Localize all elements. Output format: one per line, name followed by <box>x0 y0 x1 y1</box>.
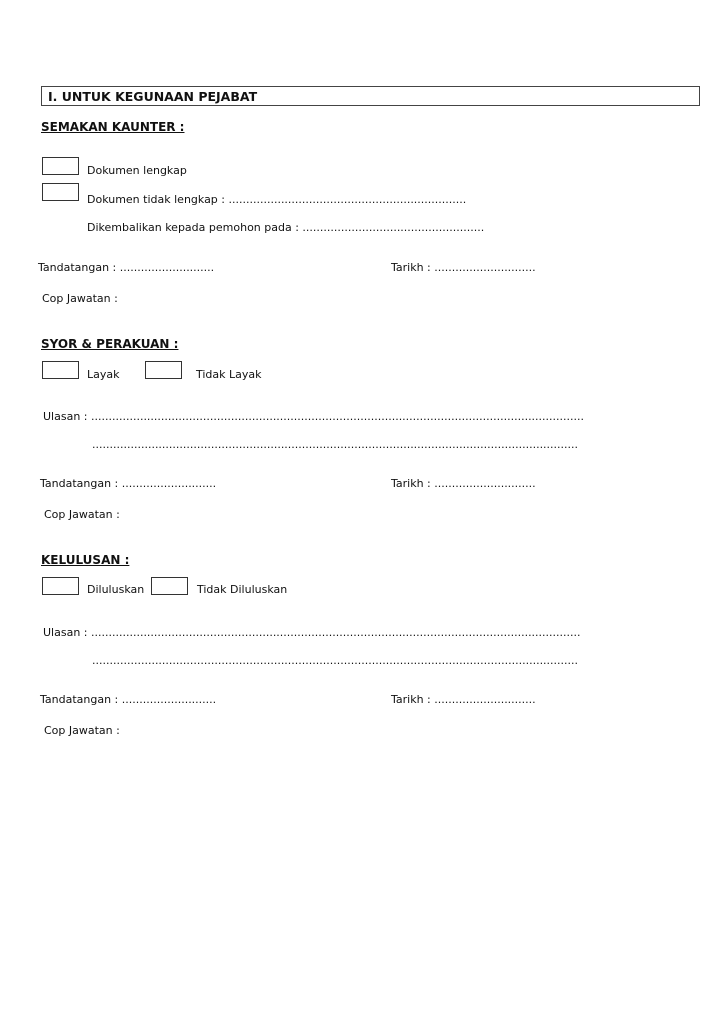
semakan-tandatangan-field[interactable]: Tandatangan : ........................... <box>38 261 215 274</box>
layak-label: Layak <box>87 368 120 381</box>
tidak-diluluskan-checkbox[interactable] <box>151 577 188 595</box>
dokumen-tidak-lengkap-field[interactable]: Dokumen tidak lengkap : .................................................................... <box>87 193 467 206</box>
syor-cop-jawatan-label: Cop Jawatan : <box>44 508 120 521</box>
layak-checkbox[interactable] <box>42 361 79 379</box>
tidak-layak-label: Tidak Layak <box>196 368 262 381</box>
kelulusan-tarikh-field[interactable]: Tarikh : ............................. <box>391 693 536 706</box>
kelulusan-tandatangan-field[interactable]: Tandatangan : ........................... <box>40 693 217 706</box>
kelulusan-cop-jawatan-label: Cop Jawatan : <box>44 724 120 737</box>
dokumen-lengkap-label: Dokumen lengkap <box>87 164 187 177</box>
diluluskan-checkbox[interactable] <box>42 577 79 595</box>
semakan-heading: SEMAKAN KAUNTER : <box>41 120 185 134</box>
diluluskan-label: Diluluskan <box>87 583 145 596</box>
syor-tandatangan-field[interactable]: Tandatangan : ........................... <box>40 477 217 490</box>
tidak-diluluskan-label: Tidak Diluluskan <box>197 583 288 596</box>
dokumen-lengkap-checkbox[interactable] <box>42 157 79 175</box>
dokumen-tidak-lengkap-checkbox[interactable] <box>42 183 79 201</box>
syor-heading: SYOR & PERAKUAN : <box>41 337 179 351</box>
syor-ulasan-line-2[interactable]: ........................................................................................................................................... <box>92 438 579 451</box>
section-header <box>41 86 700 106</box>
syor-tarikh-field[interactable]: Tarikh : ............................. <box>391 477 536 490</box>
semakan-tarikh-field[interactable]: Tarikh : ............................. <box>391 261 536 274</box>
syor-ulasan-field[interactable]: Ulasan : ............................................................................................................................................. <box>43 410 585 423</box>
section-title: I. UNTUK KEGUNAAN PEJABAT <box>48 89 258 104</box>
semakan-cop-jawatan-label: Cop Jawatan : <box>42 292 118 305</box>
kelulusan-heading: KELULUSAN : <box>41 553 130 567</box>
kelulusan-ulasan-field[interactable]: Ulasan : ............................................................................................................................................ <box>43 626 581 639</box>
dikembalikan-field[interactable]: Dikembalikan kepada pemohon pada : .................................................... <box>87 221 485 234</box>
tidak-layak-checkbox[interactable] <box>145 361 182 379</box>
kelulusan-ulasan-line-2[interactable]: ........................................................................................................................................... <box>92 654 579 667</box>
